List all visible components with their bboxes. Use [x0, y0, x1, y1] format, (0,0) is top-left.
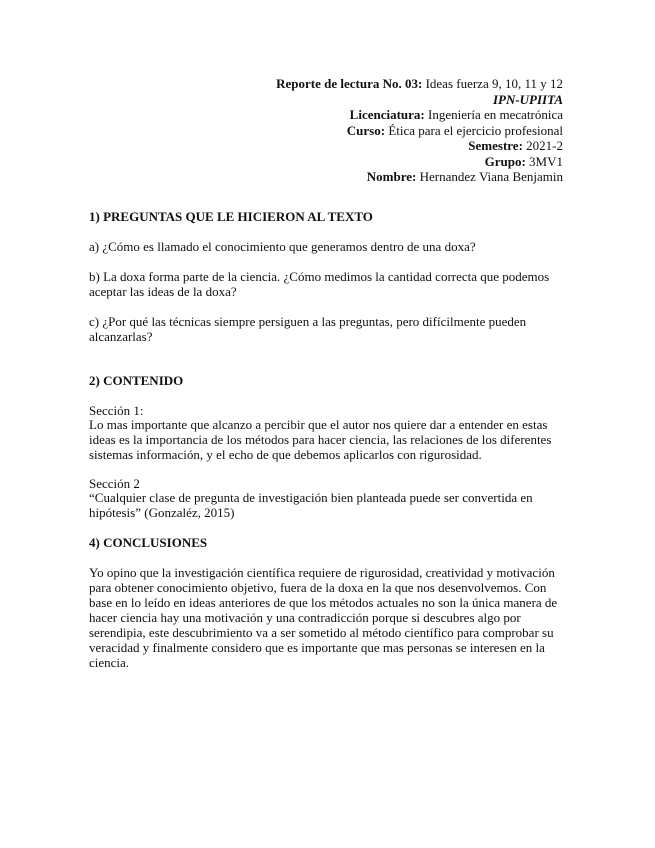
semester-line [276, 138, 563, 154]
report-label: Reporte de lectura No. 03: [276, 76, 423, 91]
section2-part2-label: Sección 2 [89, 476, 140, 491]
degree-value: Ingeniería en mecatrónica [428, 107, 563, 122]
section2-part2-text: “Cualquier clase de pregunta de investigación bien planteada puede ser convertida en hipótesis” (Gonzaléz, 2015) [89, 490, 533, 520]
semester-label: Semestre: [468, 138, 523, 153]
course-value: Ética para el ejercicio profesional [388, 122, 563, 138]
name-line [276, 169, 563, 185]
section2-part1-text: Lo mas importante que alcanzo a percibir que el autor nos quiere dar a entender en estas ideas es la importancia de los métodos para hacer ciencia, las relaciones de los diferentes sistemas información, y el echo de que debemos aplicarlos con rigurosidad. [89, 417, 552, 462]
section2-title: 2) CONTENIDO [89, 373, 184, 388]
course-label: Curso: [346, 122, 386, 138]
name-label: Nombre: [366, 169, 417, 184]
name-value: Hernandez Viana Benjamin [419, 169, 563, 184]
group-value: 3MV1 [529, 153, 563, 169]
group-line [276, 154, 563, 170]
question-c: c) ¿Por qué las técnicas siempre persiguen a las preguntas, pero difícilmente pueden alcanzarlas? [89, 314, 527, 344]
group-label: Grupo: [484, 153, 526, 169]
institution: IPN-UPIITA [492, 91, 563, 107]
section4-title: 4) CONCLUSIONES [89, 535, 208, 550]
section2-part1-label: Sección 1: [89, 403, 144, 418]
conclusions-text: Yo opino que la investigación científica requiere de rigurosidad, creatividad y motivación para obtener conocimiento objetivo, fuera de la doxa en la que nos desenvolvemos. Con base en lo leído en ideas anteriores de que los métodos actuales no son la única manera de hacer ciencia hay una motivación y una contradicción porque si descubres algo por serendipia, este descubrimiento va a ser sometido al método científico para comprobar su veracidad y finalmente considero que es importante que mas personas se interesen en la ciencia. [89, 565, 558, 670]
degree-label: Licenciatura: [349, 107, 425, 122]
question-a: a) ¿Cómo es llamado el conocimiento que generamos dentro de una doxa? [89, 239, 476, 254]
report-value: Ideas fuerza 9, 10, 11 y 12 [425, 76, 563, 91]
section1-title: 1) PREGUNTAS QUE LE HICIERON AL TEXTO [89, 209, 373, 224]
degree-line [276, 107, 563, 123]
institution-line [276, 92, 563, 108]
course-line [276, 123, 563, 139]
report-line [276, 76, 563, 92]
semester-value: 2021-2 [526, 138, 563, 153]
question-b: b) La doxa forma parte de la ciencia. ¿Cómo medimos la cantidad correcta que podemos aceptar las ideas de la doxa? [89, 269, 550, 299]
report-header [276, 76, 563, 185]
